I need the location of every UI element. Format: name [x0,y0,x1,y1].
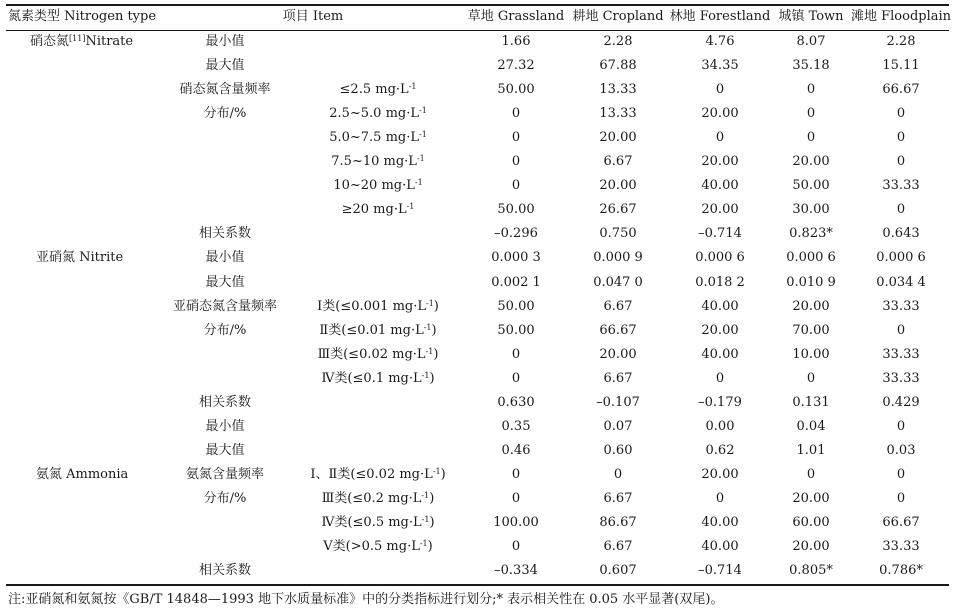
value-floodplain: 0 [896,106,906,121]
value-floodplain: 33.33 [882,539,920,554]
value-town: 0.04 [796,419,826,434]
value-floodplain: 0 [896,491,906,506]
row-sub-item [329,106,427,122]
value-cropland: 0.07 [603,419,633,434]
row-item: 硝态氮含量频率 [179,82,271,97]
value-floodplain: 0 [896,130,906,145]
row-sub-item [331,154,424,170]
value-forestland: 0 [715,82,725,97]
value-town: 60.00 [792,515,830,530]
value-town: 50.00 [792,178,830,193]
value-floodplain: 0 [896,202,906,217]
nitrogen-type-label: 亚硝氮 Nitrite [36,250,124,265]
value-grassland: 50.00 [497,299,535,314]
header-item: 项目 Item [282,9,344,24]
row-sub-item [310,467,445,483]
sub-item-tail: ) [433,347,439,362]
row-item: 最大值 [205,443,245,458]
value-grassland: 0 [511,178,521,193]
row-item: 氨氮含量频率 [185,467,265,482]
value-grassland: 1.66 [501,34,531,49]
value-floodplain: 0 [896,154,906,169]
value-town: 70.00 [792,323,830,338]
value-grassland: 0 [511,130,521,145]
row-item: 最大值 [205,58,245,73]
value-grassland: 27.32 [497,58,535,73]
unit-exponent: -1 [419,106,427,115]
sub-item-text: Ⅳ类(≤0.5 mg·L [321,515,422,530]
value-floodplain: 0 [896,419,906,434]
nitrogen-type-english: Nitrate [85,34,134,49]
value-grassland: 0 [511,539,521,554]
row-item: 最大值 [205,275,245,290]
value-floodplain: 66.67 [882,515,920,530]
value-town: 1.01 [796,443,826,458]
row-sub-item [329,130,427,146]
value-forestland: 0.018 2 [695,275,745,290]
value-cropland: 26.67 [599,202,637,217]
reference-superscript: [11] [69,34,86,43]
sub-item-text: 2.5~5.0 mg·L [329,106,419,121]
row-sub-item [342,202,415,218]
value-forestland: 0 [715,130,725,145]
value-cropland: 20.00 [599,347,637,362]
value-grassland: 100.00 [493,515,539,530]
value-grassland: 0.002 1 [491,275,541,290]
value-grassland: 0 [511,467,521,482]
value-floodplain: 0.034 4 [876,275,926,290]
value-town: 20.00 [792,299,830,314]
value-forestland: 0 [715,491,725,506]
value-forestland: 40.00 [701,347,739,362]
header-town: 城镇 Town [778,9,844,24]
sub-item-text: ≤2.5 mg·L [339,82,409,97]
value-grassland: –0.334 [494,563,538,578]
unit-exponent: -1 [432,467,441,476]
row-item: 分布/% [203,491,247,506]
value-cropland: 6.67 [603,154,633,169]
unit-exponent: -1 [416,154,425,163]
value-floodplain: 0.000 6 [876,250,926,265]
value-town: 8.07 [796,34,826,49]
value-cropland: 6.67 [603,299,633,314]
sub-item-text: 10~20 mg·L [333,178,415,193]
value-town: 0.823* [789,226,833,241]
row-sub-item [321,515,434,531]
value-forestland: –0.179 [698,395,742,410]
value-town: 0 [806,82,816,97]
value-floodplain: 0.429 [882,395,920,410]
unit-exponent: -1 [425,347,434,356]
header-rule [6,30,949,31]
value-cropland: 6.67 [603,371,633,386]
nitrogen-type-label: 硝态氮 [30,34,70,49]
value-grassland: 0.46 [501,443,531,458]
sub-item-text: Ⅰ、Ⅱ类(≤0.02 mg·L [310,467,433,482]
value-cropland: –0.107 [596,395,640,410]
value-cropland: 0.047 0 [593,275,643,290]
value-cropland: 13.33 [599,106,637,121]
value-grassland: –0.296 [494,226,538,241]
value-floodplain: 0.786* [879,563,923,578]
unit-exponent: -1 [408,82,417,91]
value-forestland: 20.00 [701,467,739,482]
value-forestland: 0.000 6 [695,250,745,265]
value-floodplain: 2.28 [886,34,916,49]
value-grassland: 0 [511,106,521,121]
sub-item-text: Ⅱ类(≤0.01 mg·L [319,323,424,338]
value-forestland: 0.00 [705,419,735,434]
value-forestland: 40.00 [701,515,739,530]
value-grassland: 50.00 [497,202,535,217]
row-item: 相关系数 [198,563,252,578]
header-cropland: 耕地 Cropland [572,9,664,24]
value-grassland: 50.00 [497,323,535,338]
value-forestland: 20.00 [701,202,739,217]
header-grassland: 草地 Grassland [467,9,565,24]
value-town: 20.00 [792,154,830,169]
sub-item-tail: ) [429,491,435,506]
value-cropland: 20.00 [599,130,637,145]
value-forestland: 0.62 [705,443,735,458]
sub-item-text: Ⅰ类(≤0.001 mg·L [317,299,426,314]
value-forestland: 20.00 [701,323,739,338]
value-cropland: 6.67 [603,491,633,506]
value-floodplain: 0.643 [882,226,920,241]
value-cropland: 2.28 [603,34,633,49]
sub-item-tail: ) [433,299,439,314]
sub-item-tail: ) [429,371,435,386]
row-sub-item [340,82,417,98]
unit-exponent: -1 [421,491,430,500]
value-forestland: –0.714 [698,563,742,578]
value-cropland: 0.60 [603,443,633,458]
unit-exponent: -1 [421,371,430,380]
value-town: 0.010 9 [786,275,836,290]
unit-exponent: -1 [419,539,428,548]
value-forestland: –0.714 [698,226,742,241]
value-floodplain: 0 [896,323,906,338]
nitrogen-type-label: 氨氮 Ammonia [36,467,129,482]
table-top-rule [6,4,949,6]
value-town: 30.00 [792,202,830,217]
row-nitrogen-type [36,467,128,483]
value-town: 0 [806,371,816,386]
row-item: 分布/% [203,323,247,338]
value-town: 0 [806,106,816,121]
header-forestland: 林地 Forestland [669,9,771,24]
header-floodplain: 滩地 Floodplain [850,9,952,24]
value-cropland: 6.67 [603,539,633,554]
value-floodplain: 33.33 [882,371,920,386]
row-item: 相关系数 [198,226,252,241]
value-cropland: 0.750 [599,226,637,241]
sub-item-text: Ⅲ类(≤0.02 mg·L [317,347,426,362]
value-floodplain: 0 [896,467,906,482]
value-cropland: 0 [613,467,623,482]
value-town: 0 [806,130,816,145]
value-town: 0.131 [792,395,830,410]
value-cropland: 66.67 [599,323,637,338]
value-cropland: 86.67 [599,515,637,530]
sub-item-text: Ⅲ类(≤0.2 mg·L [321,491,422,506]
unit-exponent: -1 [426,299,434,308]
value-floodplain: 66.67 [882,82,920,97]
row-item: 最小值 [205,419,245,434]
unit-exponent: -1 [423,323,432,332]
table-bottom-rule [6,584,949,586]
row-sub-item [317,299,439,315]
value-cropland: 0.000 9 [593,250,643,265]
value-forestland: 34.35 [701,58,739,73]
value-town: 20.00 [792,491,830,506]
row-item: 分布/% [203,106,247,121]
value-town: 0.000 6 [786,250,836,265]
value-forestland: 40.00 [701,178,739,193]
value-floodplain: 33.33 [882,347,920,362]
sub-item-text: Ⅳ类(≤0.1 mg·L [321,371,422,386]
unit-exponent: -1 [406,202,415,211]
sub-item-text: ≥20 mg·L [341,202,407,217]
value-grassland: 0 [511,491,521,506]
value-cropland: 20.00 [599,178,637,193]
value-grassland: 50.00 [497,82,535,97]
header-nitrogen-type: 氮素类型 Nitrogen type [8,9,157,24]
value-town: 0 [806,467,816,482]
row-nitrogen-type [36,250,123,266]
value-grassland: 0 [511,347,521,362]
row-sub-item [323,539,432,555]
row-item: 最小值 [205,250,245,265]
value-grassland: 0.000 3 [491,250,541,265]
sub-item-tail: ) [429,515,435,530]
value-floodplain: 0.03 [886,443,916,458]
sub-item-tail: ) [440,467,446,482]
value-forestland: 20.00 [701,106,739,121]
value-forestland: 40.00 [701,299,739,314]
sub-item-text: 7.5~10 mg·L [331,154,417,169]
row-nitrogen-type [30,34,133,50]
row-item: 相关系数 [198,395,252,410]
row-sub-item [318,347,439,363]
row-sub-item [333,178,422,194]
sub-item-tail: ) [427,539,433,554]
value-cropland: 0.607 [599,563,637,578]
value-floodplain: 15.11 [882,58,920,73]
value-town: 35.18 [792,58,830,73]
sub-item-text: 5.0~7.5 mg·L [329,130,419,145]
value-grassland: 0.630 [497,395,535,410]
value-forestland: 4.76 [705,34,735,49]
row-sub-item [322,491,435,507]
table-footnote: 注:亚硝氮和氨氮按《GB/T 14848—1993 地下水质量标准》中的分类指标进行划分;* 表示相关性在 0.05 水平显著(双尾)。 [8,592,724,607]
sub-item-tail: ) [431,323,437,338]
value-cropland: 67.88 [599,58,637,73]
row-sub-item [319,323,436,339]
value-town: 10.00 [792,347,830,362]
unit-exponent: -1 [414,178,423,187]
value-grassland: 0 [511,154,521,169]
value-grassland: 0 [511,371,521,386]
value-forestland: 0 [715,371,725,386]
value-forestland: 40.00 [701,539,739,554]
value-grassland: 0.35 [501,419,531,434]
unit-exponent: -1 [419,130,427,139]
value-town: 0.805* [789,563,833,578]
value-forestland: 20.00 [701,154,739,169]
row-item: 亚硝态氮含量频率 [172,299,278,314]
value-town: 20.00 [792,539,830,554]
row-sub-item [321,371,434,387]
row-item: 最小值 [205,34,245,49]
value-floodplain: 33.33 [882,178,920,193]
unit-exponent: -1 [421,515,430,524]
value-floodplain: 33.33 [882,299,920,314]
sub-item-text: Ⅴ类(>0.5 mg·L [323,539,420,554]
value-cropland: 13.33 [599,82,637,97]
